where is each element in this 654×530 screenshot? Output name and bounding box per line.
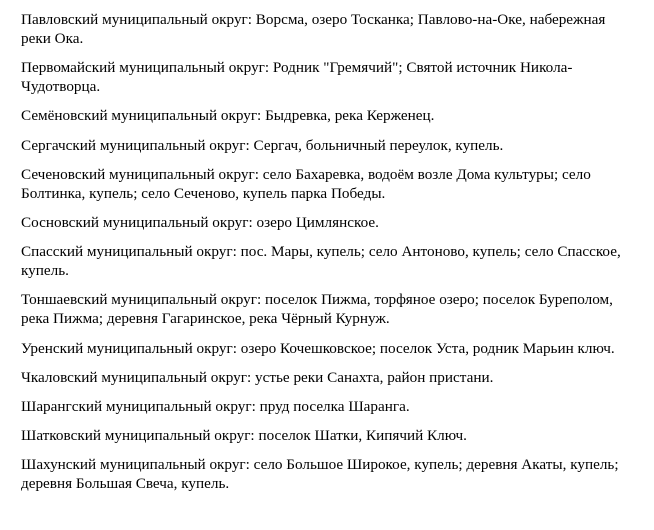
paragraph-pavlovsky: Павловский муниципальный округ: Ворсма, озеро Тосканка; Павлово-на-Оке, набережная реки Ока.	[21, 11, 606, 47]
paragraph-sosnovsky: Сосновский муниципальный округ: озеро Цимлянское.	[21, 213, 379, 231]
paragraph-semenovsky: Семёновский муниципальный округ: Быдревка, река Керженец.	[21, 107, 435, 125]
paragraph-sechenovsky: Сеченовский муниципальный округ: село Бахаревка, водоём возле Дома культуры; село Болтинка, купель; село Сеченово, купель парка Победы.	[21, 165, 591, 202]
paragraph-spassky: Спасский муниципальный округ: пос. Мары, купель; село Антоново, купель; село Спасское, купель.	[21, 243, 621, 280]
paragraph-shatkovsky: Шатковский муниципальный округ: поселок Шатки, Кипячий Ключ.	[21, 427, 467, 445]
paragraph-sergachsky: Сергачский муниципальный округ: Сергач, больничный переулок, купель.	[21, 136, 504, 154]
paragraph-sharangsky: Шарангский муниципальный округ: пруд поселка Шаранга.	[21, 397, 410, 415]
paragraph-shakhunsky: Шахунский муниципальный округ: село Большое Широкое, купель; деревня Акаты, купель; деревня Большая Свеча, купель.	[21, 456, 619, 493]
paragraph-chkalovsky: Чкаловский муниципальный округ: устье реки Санахта, район пристани.	[21, 368, 494, 386]
paragraph-urensky: Уренский муниципальный округ: озеро Кочешковское; поселок Уста, родник Марьин ключ.	[21, 339, 615, 357]
paragraph-pervomaisky: Первомайский муниципальный округ: Родник "Гремячий"; Святой источник Никола-Чудотворца.	[21, 59, 573, 96]
paragraph-tonshaevsky: Тоншаевский муниципальный округ: поселок Пижма, торфяное озеро; поселок Буреполом, река Пижма; деревня Гагаринское, река Чёрный Курнуж.	[21, 291, 613, 328]
document-body	[21, 10, 636, 503]
